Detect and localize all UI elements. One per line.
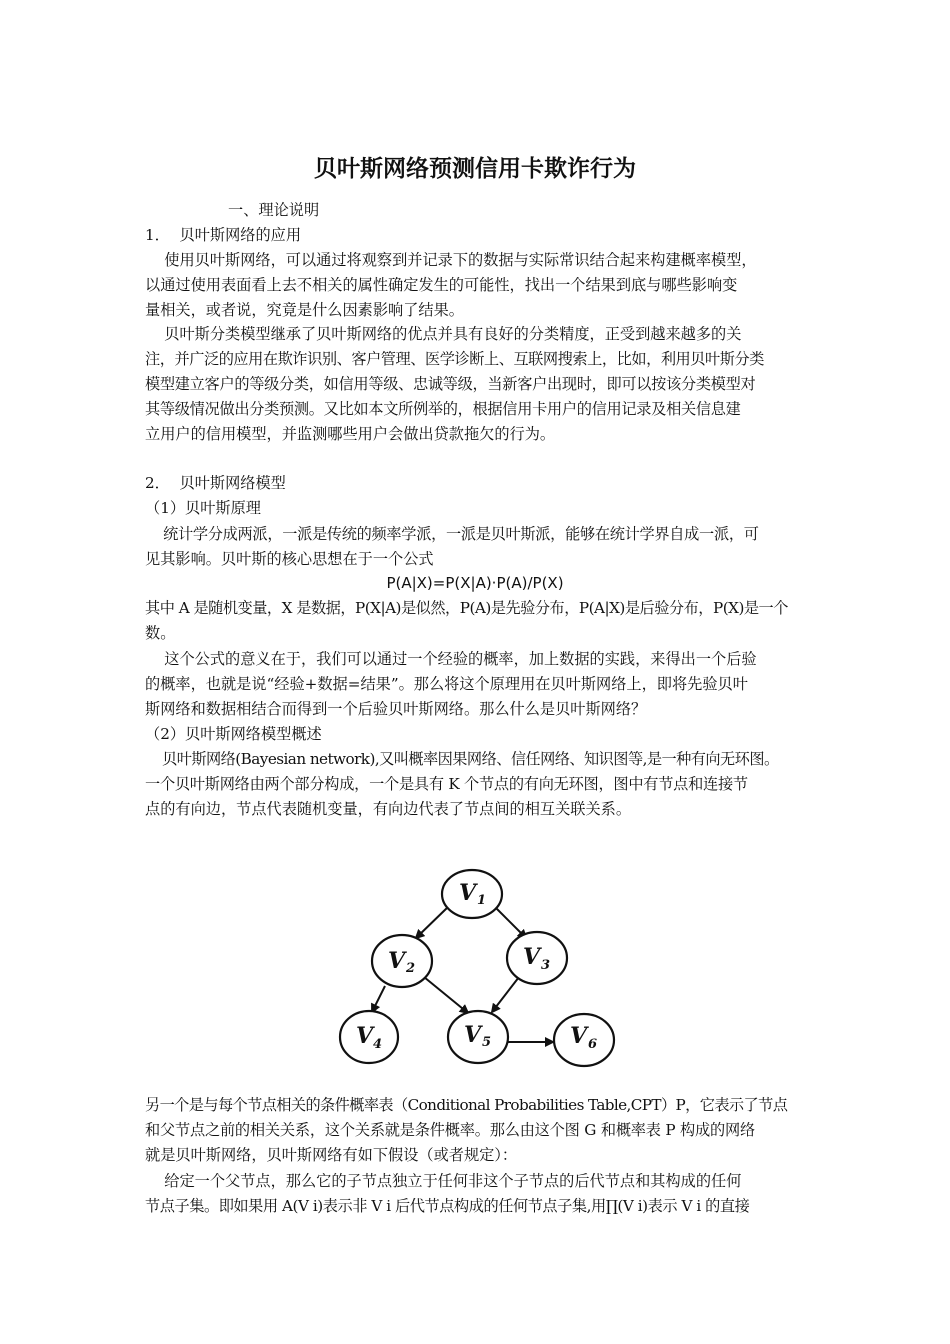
document-title: 贝叶斯网络预测信用卡欺诈行为 xyxy=(314,156,636,182)
subsection-heading-application: 1． 贝叶斯网络的应用 xyxy=(145,226,302,244)
paragraph-line: 注，并广泛的应用在欺诈识别、客户管理、医学诊断上、互联网搜索上，比如，利用贝叶斯分类 xyxy=(145,350,764,368)
paragraph-line: 统计学分成两派，一派是传统的频率学派，一派是贝叶斯派，能够在统计学界自成一派，可 xyxy=(145,525,759,543)
paragraph-line: 斯网络和数据相结合而得到一个后验贝叶斯网络。那么什么是贝叶斯网络？ xyxy=(145,700,647,718)
paragraph-line: 就是贝叶斯网络，贝叶斯网络有如下假设（或者规定）： xyxy=(145,1146,518,1164)
paragraph-line: 立用户的信用模型，并监测哪些用户会做出贷款拖欠的行为。 xyxy=(145,425,556,443)
edge-v1-v3 xyxy=(494,906,526,938)
paragraph-line: 另一个是与每个节点相关的条件概率表（Conditional Probabilities Table,CPT）P，它表示了节点 xyxy=(145,1096,788,1114)
subsection-heading-overview: （2）贝叶斯网络模型概述 xyxy=(145,725,322,743)
paragraph-line: 这个公式的意义在于，我们可以通过一个经验的概率，加上数据的实践，来得出一个后验 xyxy=(145,650,757,668)
edge-v2-v4 xyxy=(372,986,385,1012)
node-v6-label: V xyxy=(570,1023,588,1049)
paragraph-line: 的概率，也就是说“经验+数据=结果”。那么将这个原理用在贝叶斯网络上，即将先验贝叶 xyxy=(145,675,748,693)
node-v5-sub: 5 xyxy=(482,1035,492,1050)
paragraph-line: 贝叶斯网络(Bayesian network),又叫概率因果网络、信任网络、知识图等,是一种有向无环图。 xyxy=(145,750,779,768)
node-v3-label: V xyxy=(523,944,541,970)
paragraph-line: 给定一个父节点，那么它的子节点独立于任何非这个子节点的后代节点和其构成的任何 xyxy=(145,1172,742,1190)
node-v4-label: V xyxy=(356,1023,374,1049)
node-v1-sub: 1 xyxy=(477,893,487,908)
paragraph-line: 见其影响。贝叶斯的核心思想在于一个公式 xyxy=(145,550,434,568)
paragraph-line: 其等级情况做出分类预测。又比如本文所例举的，根据信用卡用户的信用记录及相关信息建 xyxy=(145,400,741,418)
node-v3-sub: 3 xyxy=(541,958,551,973)
node-v6-sub: 6 xyxy=(588,1037,598,1052)
node-v1-label: V xyxy=(459,880,477,906)
paragraph-line: 节点子集。即如果用 A(V i)表示非 V i 后代节点构成的任何节点子集,用∏(V i)表示 V i 的直接 xyxy=(145,1197,750,1215)
section-heading-theory: 一、理论说明 xyxy=(228,201,320,219)
bayesian-network-diagram xyxy=(332,862,624,1074)
node-v2-sub: 2 xyxy=(406,961,416,976)
paragraph-line: 贝叶斯分类模型继承了贝叶斯网络的优点并具有良好的分类精度，正受到越来越多的关 xyxy=(145,325,742,343)
node-v4-sub: 4 xyxy=(373,1037,383,1052)
paragraph-line: 数。 xyxy=(145,624,176,642)
paragraph-line: 模型建立客户的等级分类，如信用等级、忠诚等级，当新客户出现时，即可以按该分类模型对 xyxy=(145,375,756,393)
subsection-heading-model: 2． 贝叶斯网络模型 xyxy=(145,474,286,492)
edge-v3-v5 xyxy=(492,977,519,1012)
paragraph-line: 和父节点之前的相关关系，这个关系就是条件概率。那么由这个图 G 和概率表 P 构成的网络 xyxy=(145,1121,755,1139)
paragraph-line: 其中 A 是随机变量，X 是数据，P(X|A)是似然，P(A)是先验分布，P(A|X)是后验分布，P(X)是一个 xyxy=(145,599,788,617)
paragraph-line: 一个贝叶斯网络由两个部分构成，一个是具有 K 个节点的有向无环图，图中有节点和连接节 xyxy=(145,775,748,793)
paragraph-line: 使用贝叶斯网络，可以通过将观察到并记录下的数据与实际常识结合起来构建概率模型， xyxy=(145,251,757,269)
bayes-formula: P(A|X)=P(X|A)·P(A)/P(X) xyxy=(386,574,564,592)
paragraph-line: 以通过使用表面看上去不相关的属性确定发生的可能性，找出一个结果到底与哪些影响变 xyxy=(145,276,738,294)
subsection-heading-principle: （1）贝叶斯原理 xyxy=(145,499,261,517)
node-v5-label: V xyxy=(464,1022,482,1048)
edge-v1-v2 xyxy=(416,906,449,938)
edge-v2-v5 xyxy=(424,977,468,1013)
paragraph-line: 点的有向边，节点代表随机变量，有向边代表了节点间的相互关联关系。 xyxy=(145,800,631,818)
node-v2-label: V xyxy=(388,948,406,974)
paragraph-line: 量相关，或者说，究竟是什么因素影响了结果。 xyxy=(145,301,464,319)
